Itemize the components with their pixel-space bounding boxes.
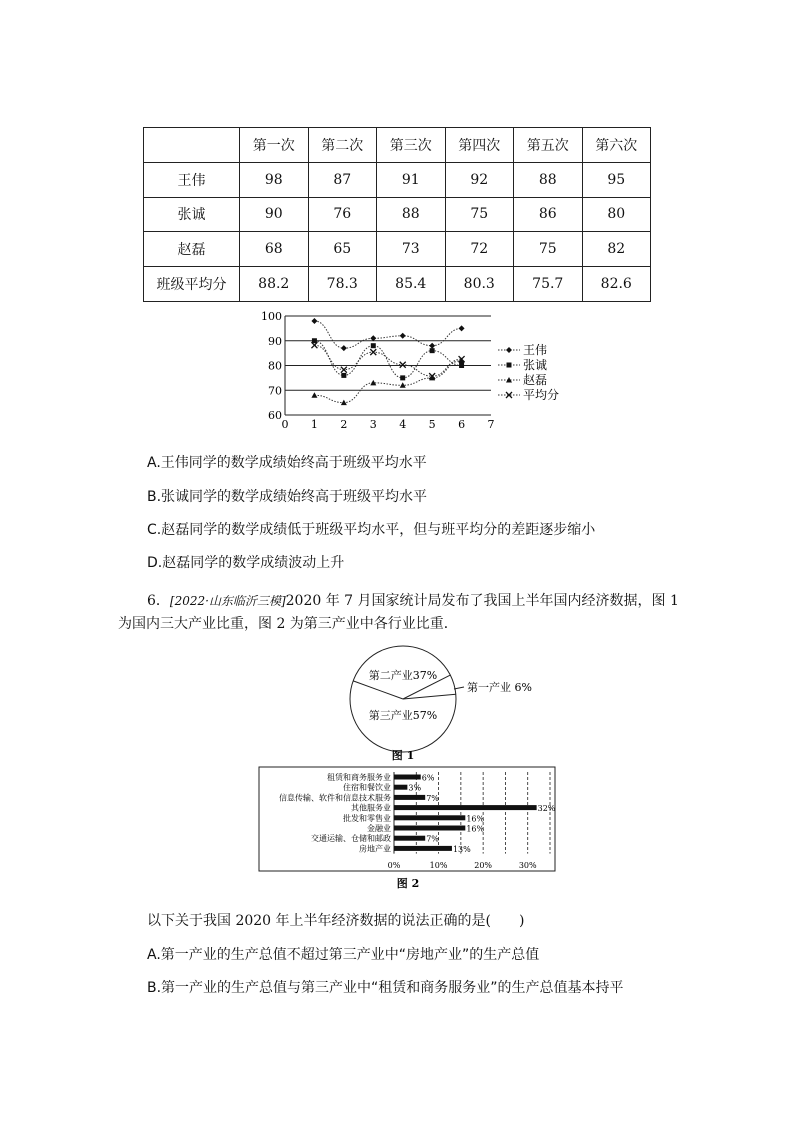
question-text: 2020 年 7 月国家统计局发布了我国上半年国内经济数据，图 1: [285, 593, 679, 609]
bar: [394, 795, 425, 800]
x-tick-label: 10%: [429, 861, 448, 870]
category-label: 金融业: [367, 824, 391, 833]
category-label: 信息传输、软件和信息技术服务: [279, 793, 391, 803]
table-row: [144, 232, 651, 267]
x-tick-label: 6: [458, 418, 466, 430]
table-cell: 91: [377, 162, 446, 197]
table-header-cell: 第五次: [514, 128, 583, 163]
question-6-line1: [147, 590, 679, 610]
bar: [394, 826, 465, 831]
table-header-cell: 第四次: [445, 128, 514, 163]
x-tick-label: 4: [399, 418, 407, 430]
data-point: [506, 347, 512, 353]
row-name: 王伟: [144, 162, 240, 197]
table-cell: 95: [582, 162, 651, 197]
data-label: 32%: [537, 804, 556, 814]
x-tick-label: 0: [281, 418, 289, 430]
bar: [394, 846, 452, 851]
data-label: 7%: [426, 834, 439, 844]
x-tick-label: 5: [428, 418, 436, 430]
table-cell: 75: [514, 232, 583, 267]
option-d: D.赵磊同学的数学成绩波动上升: [147, 555, 345, 571]
table-row: [144, 197, 651, 232]
bar: [394, 785, 407, 790]
figure-caption: 图 1: [391, 749, 415, 762]
question-source: [2022·山东临沂三模]: [169, 594, 286, 608]
q6-option-b: B.第一产业的生产总值与第三产业中“租赁和商务服务业”的生产总值基本持平: [147, 980, 624, 996]
table-header-cell: [144, 128, 240, 163]
table-cell: 78.3: [308, 267, 377, 302]
category-label: 其他服务业: [351, 803, 391, 813]
pie-chart: [340, 645, 560, 765]
data-point: [459, 363, 464, 368]
series-line: [314, 361, 461, 403]
table-cell: 68: [240, 232, 309, 267]
table-header-row: [144, 128, 651, 163]
category-label: 房地产业: [359, 844, 391, 854]
legend-label: 王伟: [523, 343, 548, 357]
data-point: [341, 400, 347, 406]
data-point: [400, 333, 406, 339]
bar: [394, 815, 465, 820]
data-point: [459, 325, 465, 331]
data-point: [311, 392, 317, 398]
q6-option-a: A.第一产业的生产总值不超过第三产业中“房地产业”的生产总值: [147, 947, 540, 963]
data-label: 6%: [421, 773, 435, 783]
pie-label: 第一产业 6%: [467, 681, 532, 694]
table-header-cell: 第六次: [582, 128, 651, 163]
data-point: [312, 338, 317, 343]
table-header-cell: 第二次: [308, 128, 377, 163]
data-point: [507, 363, 512, 368]
table-cell: 76: [308, 197, 377, 232]
table-cell: 88.2: [240, 267, 309, 302]
legend-label: 赵磊: [523, 373, 548, 387]
row-name: 张诚: [144, 197, 240, 232]
y-tick-label: 90: [268, 334, 282, 348]
bar-chart: [258, 766, 558, 891]
table-cell: 87: [308, 162, 377, 197]
data-point: [370, 349, 376, 355]
y-tick-label: 60: [268, 409, 282, 422]
data-label: 3%: [408, 783, 422, 793]
table-cell: 82: [582, 232, 651, 267]
data-label: 16%: [466, 814, 485, 824]
score-table: [143, 127, 651, 302]
question-number: 6．: [147, 593, 170, 609]
table-cell: 65: [308, 232, 377, 267]
data-point: [430, 348, 435, 353]
pie-label: 第二产业37%: [368, 669, 438, 682]
data-point: [311, 318, 317, 324]
data-point: [371, 343, 376, 348]
x-tick-label: 0%: [387, 861, 401, 870]
data-label: 16%: [466, 824, 485, 834]
table-cell: 82.6: [582, 267, 651, 302]
table-cell: 85.4: [377, 267, 446, 302]
table-cell: 92: [445, 162, 514, 197]
table-cell: 75.7: [514, 267, 583, 302]
y-tick-label: 100: [261, 310, 282, 323]
x-tick-label: 30%: [518, 861, 537, 870]
table-row: [144, 162, 651, 197]
table-cell: 73: [377, 232, 446, 267]
table-cell: 90: [240, 197, 309, 232]
series-line: [314, 341, 461, 378]
pie-label: 第三产业57%: [368, 709, 438, 722]
row-name: 赵磊: [144, 232, 240, 267]
table-cell: 98: [240, 162, 309, 197]
table-cell: 72: [445, 232, 514, 267]
data-label: 7%: [426, 793, 439, 803]
y-tick-label: 70: [268, 384, 282, 398]
question-6-line2: 为国内三大产业比重，图 2 为第三产业中各行业比重．: [118, 616, 458, 632]
option-b: B.张诚同学的数学成绩始终高于班级平均水平: [147, 489, 428, 505]
table-cell: 88: [514, 162, 583, 197]
question-6-stem: 以下关于我国 2020 年上半年经济数据的说法正确的是( ): [147, 913, 525, 929]
option-a: A.王伟同学的数学成绩始终高于班级平均水平: [147, 455, 427, 471]
x-tick-label: 20%: [474, 861, 493, 870]
x-tick-label: 7: [487, 418, 495, 430]
data-point: [341, 373, 346, 378]
table-cell: 86: [514, 197, 583, 232]
legend-label: 平均分: [523, 388, 560, 402]
table-header-cell: 第三次: [377, 128, 446, 163]
bar: [394, 805, 537, 810]
data-point: [341, 345, 347, 351]
table-cell: 80: [582, 197, 651, 232]
category-label: 住宿和餐饮业: [343, 783, 391, 793]
data-label: 13%: [452, 844, 471, 854]
legend-label: 张诚: [523, 358, 548, 372]
table-row: [144, 267, 651, 302]
category-label: 交通运输、仓储和邮政: [311, 834, 391, 844]
bar: [394, 775, 421, 780]
option-c: C.赵磊同学的数学成绩低于班级平均水平，但与班平均分的差距逐步缩小: [147, 522, 596, 538]
y-tick-label: 80: [268, 359, 282, 373]
data-point: [400, 362, 406, 368]
x-tick-label: 1: [310, 418, 318, 430]
table-cell: 88: [377, 197, 446, 232]
category-label: 批发和零售业: [343, 813, 391, 823]
table-cell: 75: [445, 197, 514, 232]
table-header-cell: 第一次: [240, 128, 309, 163]
x-tick-label: 2: [340, 418, 348, 430]
series-line: [314, 321, 461, 348]
score-line-chart: [255, 308, 565, 430]
row-name: 班级平均分: [144, 267, 240, 302]
x-tick-label: 3: [369, 418, 377, 430]
data-point: [400, 375, 405, 380]
figure-caption: 图 2: [396, 877, 420, 890]
data-point: [429, 343, 435, 349]
pie-leader-line: [454, 687, 464, 689]
category-label: 租赁和商务服务业: [327, 773, 391, 782]
bar: [394, 836, 425, 841]
table-cell: 80.3: [445, 267, 514, 302]
